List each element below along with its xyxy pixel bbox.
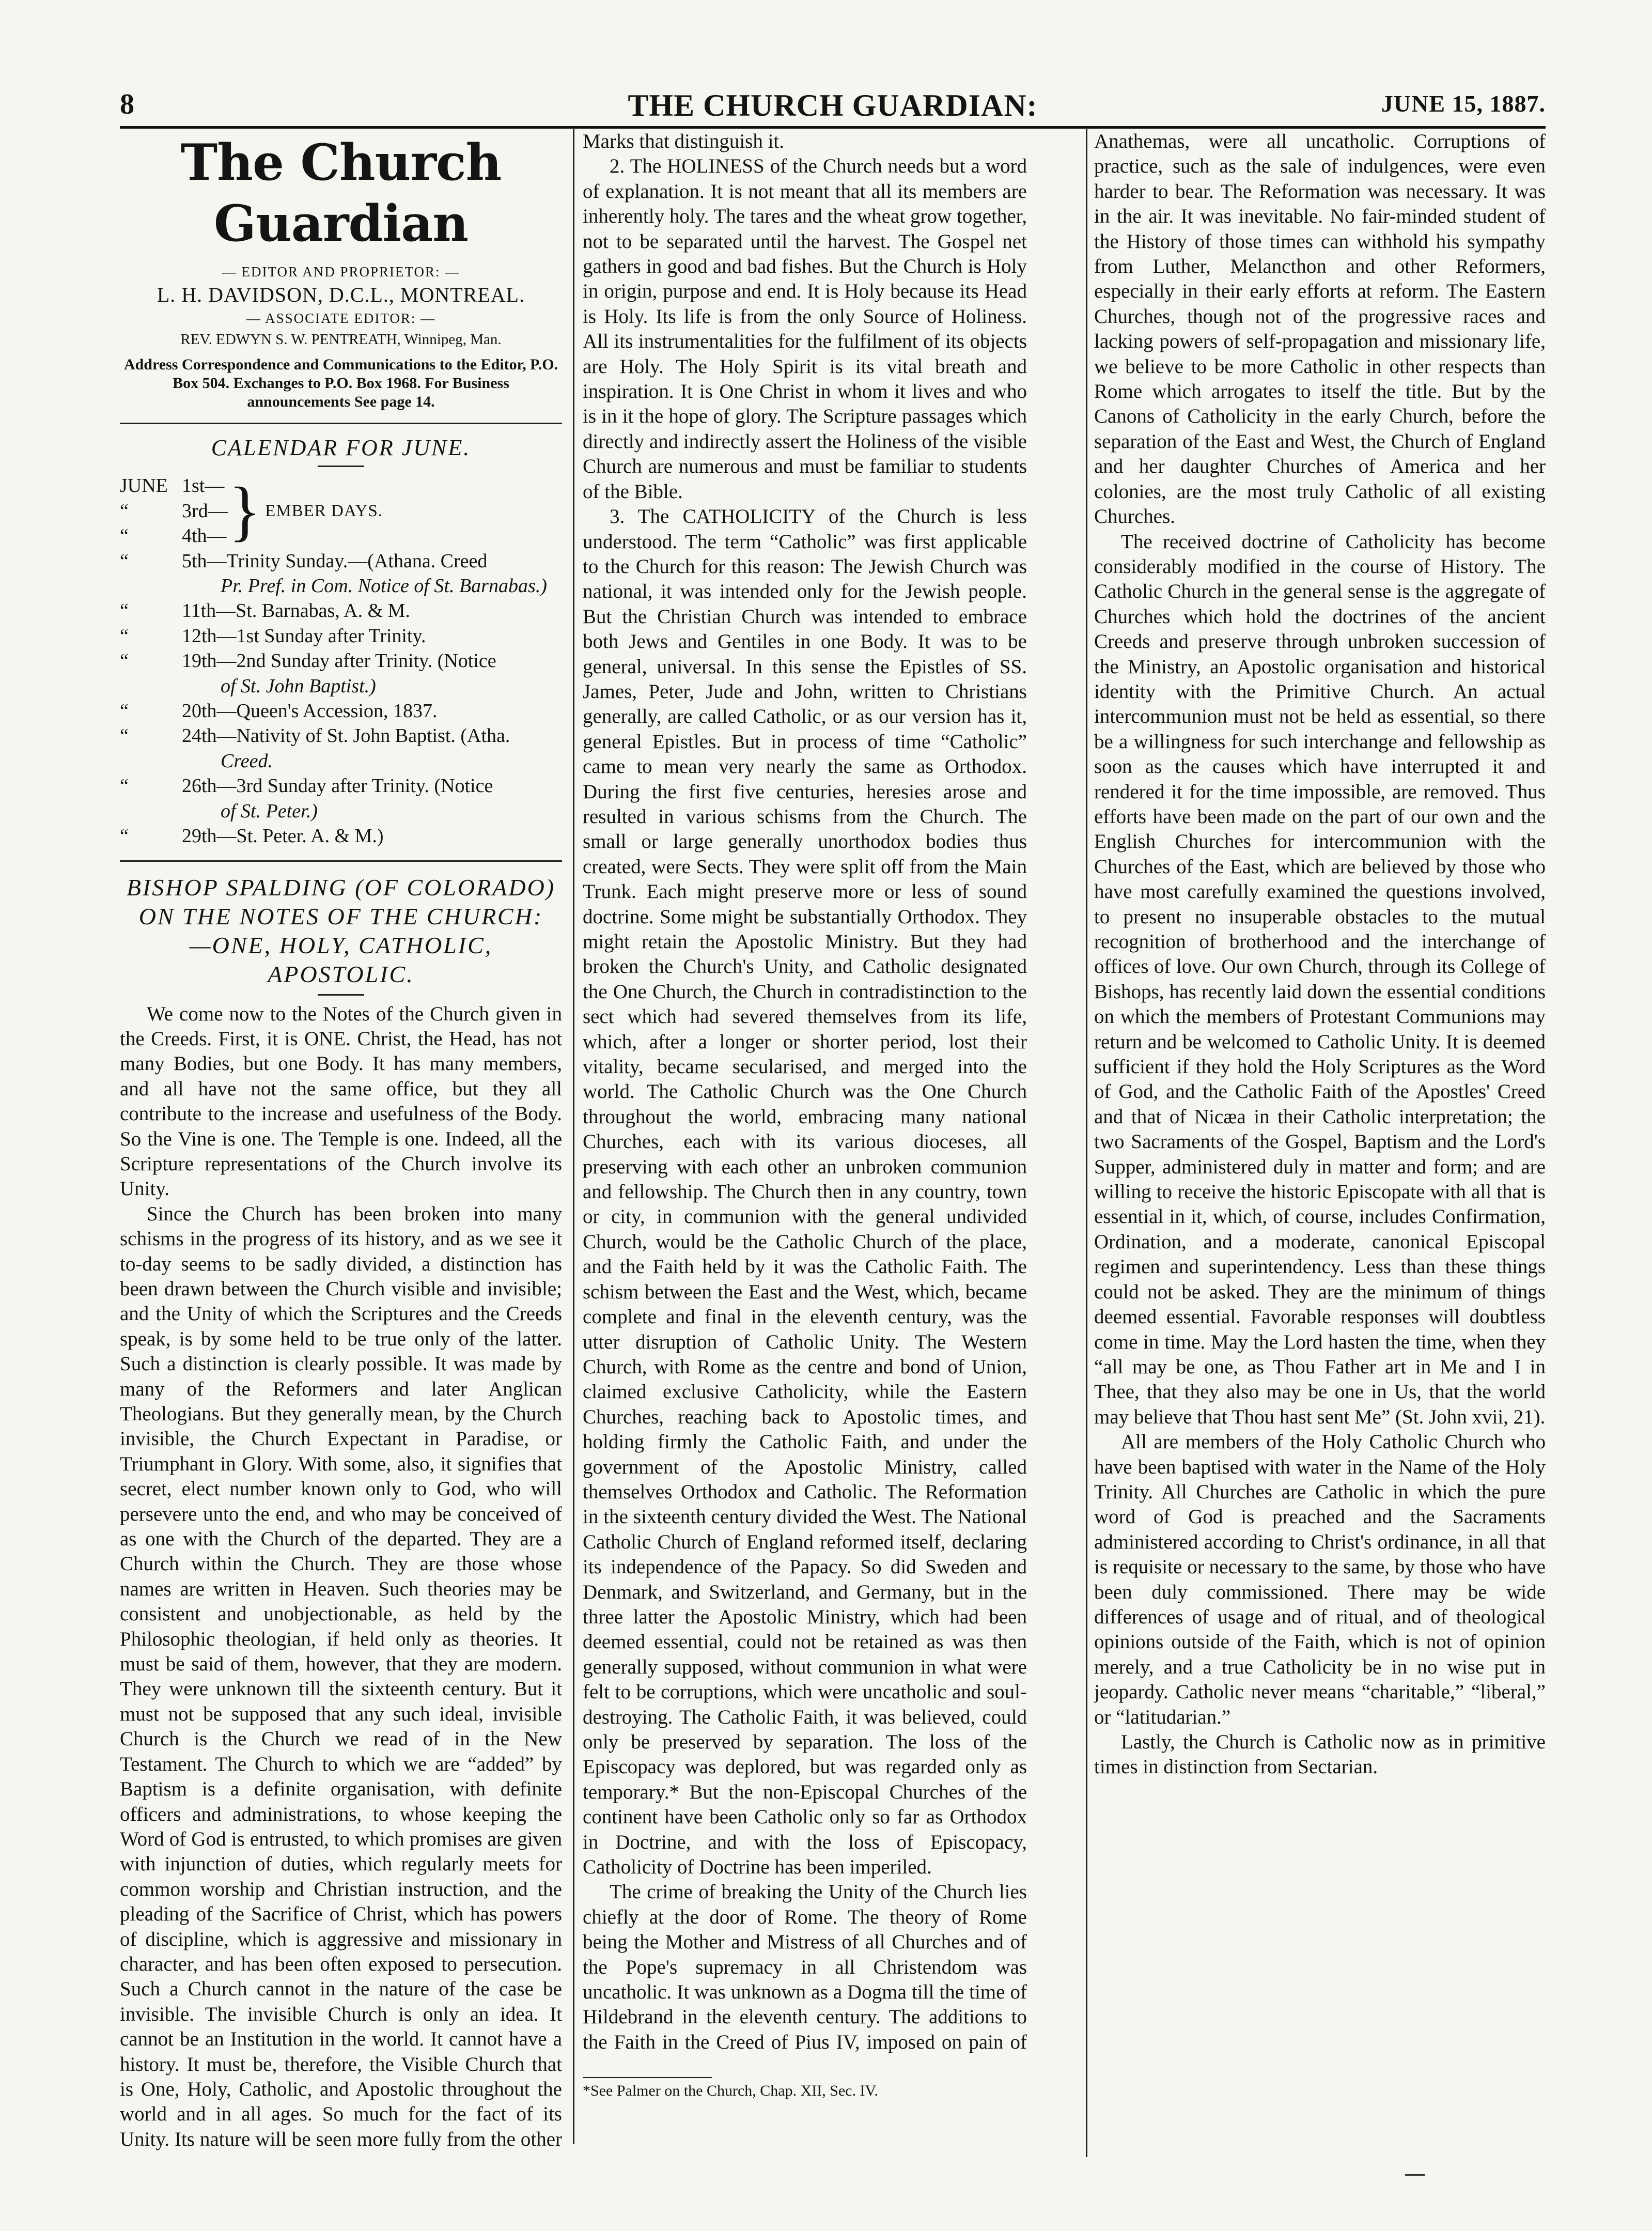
calendar-entry-text: 12th—1st Sunday after Trinity. — [182, 625, 426, 647]
editor-name: L. H. DAVIDSON, D.C.L., MONTREAL. — [157, 283, 525, 306]
associate-label: — ASSOCIATE EDITOR: — — [246, 311, 436, 326]
address-notice: Address Correspondence and Communications to the Editor, P.O. Box 504. Exchanges to P.O. Box 1968. For Business announcements See page 14. — [123, 356, 558, 410]
article-paragraph: All are members of the Holy Catholic Church who have been baptised with water in the Name of the Holy Trinity. All Churches are Catholic in which the pure word of God is preached and the Sacraments administered according to Christ's ordinance, in all that is requisite or necessary to the same, by those who have been duly commissioned. There may be wide differences of usage and of ritual, and of theological opinions outside of the Faith, which is not of opinion merely, and a true Catholicity be in no wise put in jeopardy. Catholic never means “charitable,” “liberal,” or “latitudarian.” — [1094, 1431, 1546, 1728]
article-paragraph: 2. The HOLINESS of the Church needs but a word of explanation. It is not meant that all its members are inherently holy. The tares and the wheat grow together, not to be separated until the harvest. The Gospel net gathers in good and bad fishes. But the Church is Holy in origin, purpose and end. It is Holy because its Head is Holy. Its life is from the only Source of Holiness. All its instrumentalities for the fulfilment of its objects are Holy. The Holy Spirit is its vital breath and inspiration. It is One Christ in whom it lives and who is in it the hope of glory. The Scripture passages which directly and indirectly assert the Holiness of the visible Church are numerous and must be familiar to students of the Bible. — [583, 155, 1027, 503]
article-text-part-1 — [120, 1002, 562, 2152]
article-paragraph: Lastly, the Church is Catholic now as in primitive times in distinction from Sectarian. — [1094, 1731, 1546, 1778]
article-title-line: —ONE, HOLY, CATHOLIC, — [189, 932, 493, 958]
article-title-line: APOSTOLIC. — [268, 960, 414, 987]
calendar-entries — [120, 549, 562, 849]
footnote: *See Palmer on the Church, Chap. XII, Sec. IV. — [583, 2082, 878, 2099]
article-title-line: BISHOP SPALDING (OF COLORADO) — [126, 874, 556, 901]
calendar-month: JUNE — [120, 475, 168, 497]
page-header — [120, 88, 1546, 120]
article-text-part-3 — [1094, 129, 1546, 1780]
calendar-entry-text: 5th—Trinity Sunday.—(Athana. Creed — [182, 550, 488, 572]
article-paragraph: The received doctrine of Catholicity has become considerably modified in the course of History. The Catholic Church in the general sense is the aggregate of Churches which hold the doctrines of the ancient Creeds and preserve through unbroken succession of the Ministry, an Apostolic organisation and historical identity with the Primitive Church. An actual intercommunion must not be held as essential, so there be a willingness for such interchange and fellowship as soon as the causes which have interrupted it and rendered it for the time impossible, are removed. Thus efforts have been made on the part of our own and the English Churches for intercommunion with the Churches of the East, which are believed by those who have most carefully examined the questions involved, to present no insuperable obstacles to the mutual recognition of brotherhood and the interchange of offices of love. Our own Church, through its College of Bishops, has recently laid down the essential conditions on which the members of Protestant Communions may return and be welcomed to Catholic Unity. It is deemed sufficient if they hold the Holy Scriptures as the Word of God, and the Catholic Faith of the Apostles' Creed and that of Nicæa in their Catholic interpretation; the two Sacraments of the Gospel, Baptism and the Lord's Supper, administered duly in matter and form; and are willing to receive the historic Episcopate with all that is essential in it, which, of course, includes Confirmation, Ordination, and a moderate, canonical Episcopal regimen and superintendency. Less than these things could not be asked. They are the minimum of things deemed essential. Favorable responses will doubtless come in time. May the Lord hasten the time, when they “all may be one, as Thou Father art in Me and I in Thee, that they also may be one in Us, that the world may believe that Thou hast sent Me” (St. John xvii, 21). — [1094, 530, 1546, 1428]
calendar — [120, 473, 562, 848]
calendar-rule — [318, 466, 364, 467]
calendar-entry-continuation: of St. John Baptist.) — [221, 675, 376, 697]
footnote-block — [583, 2072, 1027, 2101]
calendar-entry-text: 20th—Queen's Accession, 1837. — [182, 700, 438, 722]
ditto-mark: “ — [120, 775, 129, 797]
header-rule — [120, 126, 1546, 129]
calendar-entry — [120, 624, 562, 648]
ember-dates: JUNE 1st— “ 3rd— “ 4th— — [120, 473, 228, 548]
ditto-mark: “ — [120, 650, 129, 672]
calendar-entry — [120, 598, 562, 623]
ditto-mark: “ — [120, 550, 129, 572]
ditto-mark: “ — [120, 700, 129, 722]
ditto-mark: “ — [120, 600, 129, 622]
article-title-line: ON THE NOTES OF THE CHURCH: — [138, 903, 543, 929]
calendar-entry-text: 26th—3rd Sunday after Trinity. (Notice — [182, 775, 493, 797]
article-paragraph: The crime of breaking the Unity of the Church lies chiefly at the door of Rome. The theory of Rome being the Mother and Mistress of all Churches and of the Pope's supremacy in all Christendom was uncatholic. It was unknown as a Dogma till the time of Hildebrand in the eleventh century. The additions to the Faith in the Creed of Pius IV, imposed on pain of — [583, 1881, 1027, 2053]
calendar-entry — [120, 699, 562, 723]
calendar-heading: CALENDAR FOR JUNE. — [211, 435, 471, 460]
article-paragraph: We come now to the Notes of the Church given in the Creeds. First, it is ONE. Christ, the Head, has not many Bodies, but one Body. It has many members, and all have not the same office, but they all contribute to the increase and usefulness of the Body. So the Vine is one. The Temple is one. Indeed, all the Scripture representations of the Church involve its Unity. — [120, 1002, 562, 1200]
column-rule-1 — [573, 129, 574, 2144]
ember-date: 3rd— — [182, 500, 228, 522]
calendar-entry-continuation: Pr. Pref. in Com. Notice of St. Barnabas.) — [221, 575, 547, 597]
end-dash — [1405, 2174, 1425, 2176]
page-number: 8 — [120, 88, 134, 120]
footnote-rule — [583, 2077, 712, 2078]
ember-days-block — [120, 473, 562, 548]
calendar-entry-continuation: of St. Peter.) — [221, 800, 318, 822]
article-paragraph: Anathemas, were all uncatholic. Corruptions of practice, such as the sale of indulgences, were even harder to bear. The Reformation was necessary. It was in the air. It was inevitable. No fair-minded student of the History of those times can withhold his sympathy from Luther, Melancthon and other Reformers, especially in their early efforts at reform. The Eastern Churches, though not of the progressive races and lacking powers of self-propagation and missionary life, we believe to be more Catholic in other respects than Rome which arrogates to itself the title. But by the Canons of Catholicity in the early Church, before the separation of the East and West, the Church of England and her daughter Churches of America and her colonies, are the most truly Catholic of all existing Churches. — [1094, 130, 1546, 528]
running-title: THE CHURCH GUARDIAN: — [628, 88, 1038, 122]
ditto-mark: “ — [120, 725, 129, 747]
ember-brace: } — [228, 474, 261, 549]
calendar-entry — [120, 824, 562, 848]
article-title-rule — [318, 994, 364, 996]
ember-date: 4th— — [182, 525, 227, 547]
editor-label: — EDITOR AND PROPRIETOR: — — [222, 264, 460, 280]
ditto-mark: “ — [120, 625, 129, 647]
calendar-entry-continuation: Creed. — [221, 750, 273, 772]
calendar-entry-text: 24th—Nativity of St. John Baptist. (Atha. — [182, 725, 510, 747]
calendar-entry — [120, 723, 562, 748]
calendar-end-rule — [120, 860, 562, 862]
calendar-entry — [120, 648, 562, 673]
article-paragraph: Since the Church has been broken into many schisms in the progress of its history, and as we see it to-day seems to be sadly divided, a distinction has been drawn between the Church visible and invisible; and the Unity of which the Scriptures and the Creeds speak, is by some held to be true only of the latter. Such a distinction is clearly possible. It was made by many of the Reformers and later Anglican Theologians. But they generally mean, by the Church invisible, the Church Expectant in Paradise, or Triumphant in Glory. With some, also, it signifies that secret, elect number known only to God, who will persevere unto the end, and who may be conceived of as one with the Church of the departed. They are a Church within the Church. They are those whose names are written in Heaven. Such theories may be consistent and unobjectionable, as held by the Philosophic theologian, if held only as theories. It must be said of them, however, that they are modern. They were unknown till the sixteenth century. But it must not be supposed that any such ideal, invisible Church is the Church we read of in the New Testament. The Church to which we are “added” by Baptism is a definite organisation, with definite officers and administrations, to whose keeping the Word of God is entrusted, to which promises are given with injunction of duties, which regularly meets for common worship and Christian instruction, and the pleading of the Sacrifice of Christ, which has powers of discipline, which is aggressive and missionary in character, and has been often exposed to persecution. Such a Church cannot in the nature of the case be invisible. The invisible Church is only an idea. It cannot be an Institution in the world. It cannot have a history. It must be, therefore, the Visible Church that is One, Holy, Catholic, and Apostolic throughout the world and in all ages. So much for the fact of its Unity. Its nature will be seen more fully from the other — [120, 1202, 562, 2150]
column-3 — [1094, 129, 1546, 2152]
article-text-part-2 — [583, 129, 1027, 2055]
article-title — [120, 873, 562, 989]
ember-days-label: EMBER DAYS. — [265, 501, 383, 520]
masthead-title: The Church Guardian — [180, 133, 502, 253]
column-1 — [120, 129, 562, 2152]
associate-name: REV. EDWYN S. W. PENTREATH, Winnipeg, Man. — [180, 331, 502, 348]
calendar-entry-text: 29th—St. Peter. A. & M.) — [182, 825, 384, 847]
masthead-rule — [120, 423, 562, 424]
calendar-entry — [120, 773, 562, 798]
issue-date: JUNE 15, 1887. — [1381, 90, 1546, 117]
ditto-mark: “ — [120, 825, 129, 847]
calendar-entry-text: 19th—2nd Sunday after Trinity. (Notice — [182, 650, 496, 672]
article-paragraph: 3. The CATHOLICITY of the Church is less understood. The term “Catholic” was first applicable to the Church for this reason: The Jewish Church was national, it was intended only for the Jewish people. But the Christian Church was intended to embrace both Jews and Gentiles in one Body. It was to be general, universal. In this sense the Epistles of SS. James, Peter, Jude and John, written to Christians generally, are called Catholic, or as our version has it, general Epistles. But in process of time “Catholic” came to mean very nearly the same as Orthodox. During the first five centuries, heresies arose and resulted in various schisms from the Church. The small or large generally unorthodox bodies thus created, were Sects. They were split off from the Main Trunk. Each might preserve more or less of sound doctrine. Some might be substantially Orthodox. They might retain the Apostolic Ministry. But they had broken the Church's Unity, and Catholic designated the One Church, the Church in contradistinction to the sect which had severed themselves from its life, which, after a longer or shorter period, lost their vitality, became secularised, and merged into the world. The Catholic Church was the One Church throughout the world, embracing many national Churches, each with its various dioceses, all preserving with each other an unbroken communion and fellowship. The Church then in any country, town or city, in communion with the general undivided Church, would be the Catholic Church of the place, and the Faith held by it was the Catholic Faith. The schism between the East and the West, which, became complete and final in the eleventh century, was the utter disruption of Catholic Unity. The Western Church, with Rome as the centre and bond of Union, claimed exclusive Catholicity, while the Eastern Churches, reaching back to Apostolic times, and holding firmly the Catholic Faith, and under the government of the Apostolic Ministry, called themselves Orthodox and Catholic. The Reformation in the sixteenth century divided the West. The National Catholic Church of England reformed itself, declaring its independence of the Papacy. So did Sweden and Denmark, and Switzerland, and Germany, but in the three latter the Apostolic Ministry, which had been deemed essential, could not be retained as was then generally supposed, without communion in what were felt to be corruptions, which were uncatholic and soul-destroying. The Catholic Faith, it was believed, could only be preserved by separation. The loss of the Episcopacy was deplored, but was regarded only as temporary.* But the non-Episcopal Churches of the continent have been Catholic only so far as Orthodox in Doctrine, and with the loss of Episcopacy, Catholicity of Doctrine has been imperiled. — [583, 505, 1027, 1879]
column-rule-2 — [1086, 129, 1087, 2157]
calendar-entry-text: 11th—St. Barnabas, A. & M. — [182, 600, 410, 622]
column-2 — [583, 129, 1027, 2069]
ember-date: 1st— — [182, 475, 225, 497]
calendar-entry — [120, 549, 562, 574]
article-paragraph: Marks that distinguish it. — [583, 130, 784, 152]
